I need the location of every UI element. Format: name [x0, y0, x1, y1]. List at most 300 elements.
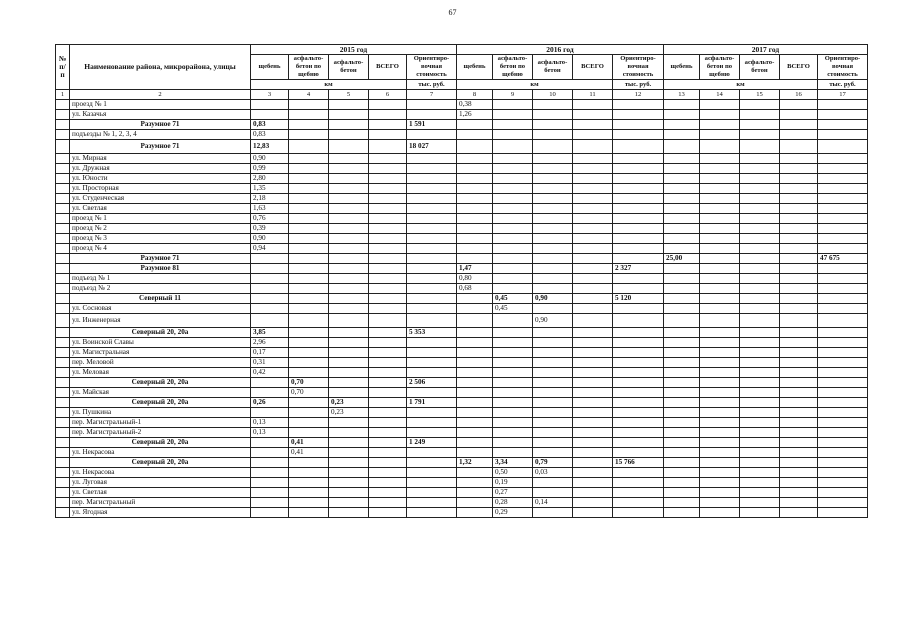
table-cell — [329, 438, 369, 448]
table-cell — [533, 408, 573, 418]
table-cell — [740, 154, 780, 164]
table-cell — [700, 408, 740, 418]
table-cell — [533, 214, 573, 224]
table-cell — [740, 328, 780, 338]
row-number — [56, 488, 70, 498]
table-cell — [573, 358, 613, 368]
table-cell — [407, 358, 457, 368]
table-cell — [573, 140, 613, 154]
table-cell — [533, 488, 573, 498]
header-subcol: Ориентиро-вочная стоимость — [407, 55, 457, 80]
table-row — [56, 204, 868, 214]
row-name: ул. Некрасова — [70, 468, 251, 478]
table-cell — [573, 418, 613, 428]
table-cell — [573, 120, 613, 130]
table-cell — [780, 254, 818, 264]
table-cell — [493, 348, 533, 358]
row-number — [56, 294, 70, 304]
table-cell — [533, 304, 573, 314]
table-cell — [289, 328, 329, 338]
table-cell — [407, 214, 457, 224]
row-name: ул. Дружная — [70, 164, 251, 174]
table-cell — [573, 100, 613, 110]
table-cell — [613, 368, 664, 378]
table-cell — [613, 418, 664, 428]
table-cell: 1,63 — [251, 204, 289, 214]
table-cell — [251, 438, 289, 448]
table-cell — [407, 314, 457, 328]
table-cell — [457, 194, 493, 204]
table-cell — [613, 194, 664, 204]
table-cell — [780, 194, 818, 204]
row-number — [56, 418, 70, 428]
table-cell — [369, 274, 407, 284]
table-cell — [493, 164, 533, 174]
table-cell — [700, 244, 740, 254]
table-cell — [289, 264, 329, 274]
table-cell — [664, 194, 700, 204]
table-cell — [818, 428, 868, 438]
table-cell — [573, 264, 613, 274]
table-cell — [740, 234, 780, 244]
table-cell — [533, 428, 573, 438]
table-cell — [700, 418, 740, 428]
table-cell — [700, 378, 740, 388]
table-cell — [700, 488, 740, 498]
table-row — [56, 224, 868, 234]
table-cell — [289, 164, 329, 174]
column-index-row — [56, 90, 868, 100]
table-cell — [369, 338, 407, 348]
table-row — [56, 358, 868, 368]
table-cell — [289, 224, 329, 234]
row-name: пер. Магистральный-2 — [70, 428, 251, 438]
table-cell — [818, 264, 868, 274]
table-cell — [407, 284, 457, 294]
table-cell — [573, 408, 613, 418]
table-cell — [369, 378, 407, 388]
table-cell — [740, 264, 780, 274]
table-cell — [613, 448, 664, 458]
table-cell: 0,23 — [329, 408, 369, 418]
table-cell — [780, 418, 818, 428]
table-cell — [533, 388, 573, 398]
row-number — [56, 448, 70, 458]
table-cell — [493, 358, 533, 368]
column-index: 4 — [289, 90, 329, 100]
table-cell — [457, 120, 493, 130]
table-row — [56, 388, 868, 398]
table-cell — [573, 204, 613, 214]
table-cell — [740, 478, 780, 488]
table-cell — [780, 478, 818, 488]
table-cell — [573, 314, 613, 328]
table-cell — [407, 184, 457, 194]
table-cell — [369, 314, 407, 328]
table-cell — [664, 438, 700, 448]
table-cell — [533, 328, 573, 338]
row-number — [56, 110, 70, 120]
table-cell — [740, 488, 780, 498]
row-number — [56, 468, 70, 478]
table-cell — [493, 120, 533, 130]
header-name: Наименование района, микрорайона, улицы — [70, 45, 251, 90]
table-cell: 0,68 — [457, 284, 493, 294]
table-cell — [818, 174, 868, 184]
table-cell — [664, 314, 700, 328]
table-cell — [780, 304, 818, 314]
table-row — [56, 478, 868, 488]
table-cell — [613, 438, 664, 448]
table-cell — [780, 468, 818, 478]
table-cell — [493, 438, 533, 448]
table-cell — [664, 184, 700, 194]
table-cell — [664, 154, 700, 164]
table-cell — [407, 274, 457, 284]
row-name: Северный 11 — [70, 294, 251, 304]
column-index: 11 — [573, 90, 613, 100]
row-number — [56, 438, 70, 448]
table-cell — [457, 418, 493, 428]
table-cell — [457, 388, 493, 398]
table-cell — [740, 110, 780, 120]
table-cell — [700, 438, 740, 448]
table-cell — [613, 234, 664, 244]
header-subcol: ВСЕГО — [573, 55, 613, 80]
table-cell — [740, 378, 780, 388]
table-cell — [700, 100, 740, 110]
table-cell — [818, 214, 868, 224]
table-cell — [329, 458, 369, 468]
table-cell — [289, 140, 329, 154]
column-index: 12 — [613, 90, 664, 100]
table-cell — [740, 508, 780, 518]
table-cell: 0,70 — [289, 378, 329, 388]
table-cell — [289, 498, 329, 508]
table-cell — [407, 264, 457, 274]
table-cell — [613, 398, 664, 408]
table-group-row — [56, 438, 868, 448]
table-cell — [573, 194, 613, 204]
table-cell — [613, 204, 664, 214]
table-cell — [457, 398, 493, 408]
table-cell — [369, 110, 407, 120]
table-cell — [493, 338, 533, 348]
table-cell — [700, 214, 740, 224]
table-cell — [369, 328, 407, 338]
table-cell — [700, 458, 740, 468]
table-cell — [369, 498, 407, 508]
table-cell — [573, 130, 613, 140]
table-cell — [251, 378, 289, 388]
table-cell — [740, 418, 780, 428]
row-number — [56, 100, 70, 110]
table-cell — [613, 508, 664, 518]
table-cell — [613, 140, 664, 154]
table-cell — [818, 224, 868, 234]
table-cell — [700, 224, 740, 234]
table-cell — [493, 130, 533, 140]
table-cell — [664, 428, 700, 438]
row-number — [56, 274, 70, 284]
table-cell: 0,79 — [533, 458, 573, 468]
table-cell: 1 249 — [407, 438, 457, 448]
table-cell — [664, 304, 700, 314]
table-cell — [289, 478, 329, 488]
table-cell — [664, 508, 700, 518]
table-group-row — [56, 140, 868, 154]
table-cell — [573, 378, 613, 388]
table-cell — [700, 130, 740, 140]
table-cell — [818, 314, 868, 328]
table-cell — [664, 458, 700, 468]
table-cell — [664, 378, 700, 388]
table-cell — [289, 358, 329, 368]
table-cell — [369, 388, 407, 398]
row-number — [56, 214, 70, 224]
table-cell — [664, 100, 700, 110]
table-cell — [251, 488, 289, 498]
table-cell — [740, 408, 780, 418]
table-cell — [573, 304, 613, 314]
table-cell — [700, 508, 740, 518]
table-cell — [664, 244, 700, 254]
table-cell — [700, 388, 740, 398]
row-name: ул. Мирная — [70, 154, 251, 164]
table-cell — [818, 120, 868, 130]
table-cell — [700, 174, 740, 184]
row-name: ул. Магистральная — [70, 348, 251, 358]
row-name: Разумное 71 — [70, 120, 251, 130]
table-cell — [493, 100, 533, 110]
table-cell — [329, 110, 369, 120]
table-cell — [369, 264, 407, 274]
table-cell — [457, 488, 493, 498]
row-name: проезд № 4 — [70, 244, 251, 254]
table-cell: 0,03 — [533, 468, 573, 478]
table-cell — [369, 448, 407, 458]
row-number — [56, 398, 70, 408]
table-cell — [289, 408, 329, 418]
table-cell — [329, 254, 369, 264]
table-cell — [818, 338, 868, 348]
table-cell — [573, 338, 613, 348]
table-cell — [664, 164, 700, 174]
table-cell — [533, 194, 573, 204]
table-cell: 0,50 — [493, 468, 533, 478]
table-cell — [700, 398, 740, 408]
table-cell — [740, 120, 780, 130]
table-cell — [613, 408, 664, 418]
table-cell — [664, 488, 700, 498]
table-cell — [457, 314, 493, 328]
table-cell — [700, 328, 740, 338]
table-row — [56, 244, 868, 254]
table-cell — [818, 348, 868, 358]
table-cell — [329, 214, 369, 224]
table-cell: 2 506 — [407, 378, 457, 388]
table-cell — [613, 244, 664, 254]
table-cell — [573, 254, 613, 264]
header-subcol: Ориентиро-вочная стоимость — [613, 55, 664, 80]
table-cell — [289, 284, 329, 294]
table-cell — [740, 224, 780, 234]
row-name: ул. Казачья — [70, 110, 251, 120]
table-cell — [407, 348, 457, 358]
table-cell: 0,31 — [251, 358, 289, 368]
table-cell — [700, 110, 740, 120]
table-cell — [289, 184, 329, 194]
table-cell — [780, 274, 818, 284]
table-cell — [289, 254, 329, 264]
table-cell — [780, 234, 818, 244]
table-row — [56, 428, 868, 438]
table-cell — [533, 338, 573, 348]
table-cell — [740, 438, 780, 448]
table-cell — [493, 314, 533, 328]
table-cell — [329, 284, 369, 294]
table-cell: 0,41 — [289, 448, 329, 458]
table-cell — [780, 204, 818, 214]
table-cell — [573, 508, 613, 518]
header-unit-km: км — [457, 80, 613, 90]
table-cell — [329, 184, 369, 194]
table-cell: 0,76 — [251, 214, 289, 224]
table-cell — [251, 408, 289, 418]
table-cell: 0,23 — [329, 398, 369, 408]
table-cell — [613, 164, 664, 174]
table-cell — [251, 468, 289, 478]
table-cell — [407, 388, 457, 398]
table-cell — [369, 398, 407, 408]
table-row — [56, 448, 868, 458]
table-cell: 2,96 — [251, 338, 289, 348]
table-cell — [780, 164, 818, 174]
table-cell — [457, 338, 493, 348]
table-cell — [369, 130, 407, 140]
table-cell: 0,90 — [533, 314, 573, 328]
table-cell: 0,27 — [493, 488, 533, 498]
table-cell — [407, 254, 457, 264]
table-cell — [329, 448, 369, 458]
table-cell — [457, 304, 493, 314]
table-cell — [664, 204, 700, 214]
table-cell — [493, 174, 533, 184]
row-number — [56, 478, 70, 488]
table-row — [56, 154, 868, 164]
table-cell: 2 327 — [613, 264, 664, 274]
table-cell — [700, 428, 740, 438]
table-cell — [664, 110, 700, 120]
table-cell — [369, 234, 407, 244]
table-cell — [780, 438, 818, 448]
table-cell — [407, 408, 457, 418]
table-cell — [613, 274, 664, 284]
table-cell — [493, 110, 533, 120]
row-name: ул. Юности — [70, 174, 251, 184]
table-cell — [740, 184, 780, 194]
table-cell — [251, 508, 289, 518]
table-cell — [613, 224, 664, 234]
table-cell — [573, 174, 613, 184]
row-number — [56, 304, 70, 314]
table-cell — [369, 120, 407, 130]
table-row — [56, 408, 868, 418]
table-cell — [573, 368, 613, 378]
table-cell — [533, 418, 573, 428]
table-cell — [329, 100, 369, 110]
table-cell — [780, 378, 818, 388]
table-cell — [369, 184, 407, 194]
row-name: ул. Пушкина — [70, 408, 251, 418]
table-cell — [780, 428, 818, 438]
header-subcol: ВСЕГО — [369, 55, 407, 80]
table-cell — [573, 164, 613, 174]
header-unit-cost: тыс. руб. — [613, 80, 664, 90]
table-cell — [329, 338, 369, 348]
table-cell — [407, 468, 457, 478]
table-cell — [407, 368, 457, 378]
table-cell — [457, 358, 493, 368]
header-subcol: асфальто-бетон — [740, 55, 780, 80]
table-cell — [369, 164, 407, 174]
table-cell — [369, 194, 407, 204]
table-cell — [664, 214, 700, 224]
table-cell — [818, 478, 868, 488]
table-cell — [407, 458, 457, 468]
table-cell — [573, 234, 613, 244]
table-cell — [573, 448, 613, 458]
table-cell — [251, 284, 289, 294]
table-cell — [818, 140, 868, 154]
table-cell — [493, 284, 533, 294]
row-number — [56, 338, 70, 348]
table-cell — [407, 100, 457, 110]
table-cell — [407, 304, 457, 314]
table-cell: 0,45 — [493, 294, 533, 304]
table-cell — [533, 130, 573, 140]
table-cell — [493, 378, 533, 388]
table-cell — [369, 428, 407, 438]
table-cell — [664, 348, 700, 358]
table-cell — [613, 120, 664, 130]
row-number — [56, 224, 70, 234]
table-cell — [329, 120, 369, 130]
table-cell — [573, 284, 613, 294]
table-cell — [780, 120, 818, 130]
table-cell — [613, 254, 664, 264]
table-cell — [289, 174, 329, 184]
table-cell — [818, 110, 868, 120]
table-row — [56, 184, 868, 194]
table-cell — [613, 284, 664, 294]
table-cell — [457, 508, 493, 518]
row-name: Разумное 81 — [70, 264, 251, 274]
table-cell — [700, 294, 740, 304]
table-cell — [740, 428, 780, 438]
header-number: № п/п — [56, 45, 70, 90]
table-cell — [818, 438, 868, 448]
table-cell — [664, 234, 700, 244]
table-cell — [533, 244, 573, 254]
table-cell: 1 791 — [407, 398, 457, 408]
table-group-row — [56, 120, 868, 130]
table-cell — [493, 264, 533, 274]
table-cell — [818, 508, 868, 518]
row-name: ул. Некрасова — [70, 448, 251, 458]
row-name: ул. Воинской Славы — [70, 338, 251, 348]
row-number — [56, 458, 70, 468]
